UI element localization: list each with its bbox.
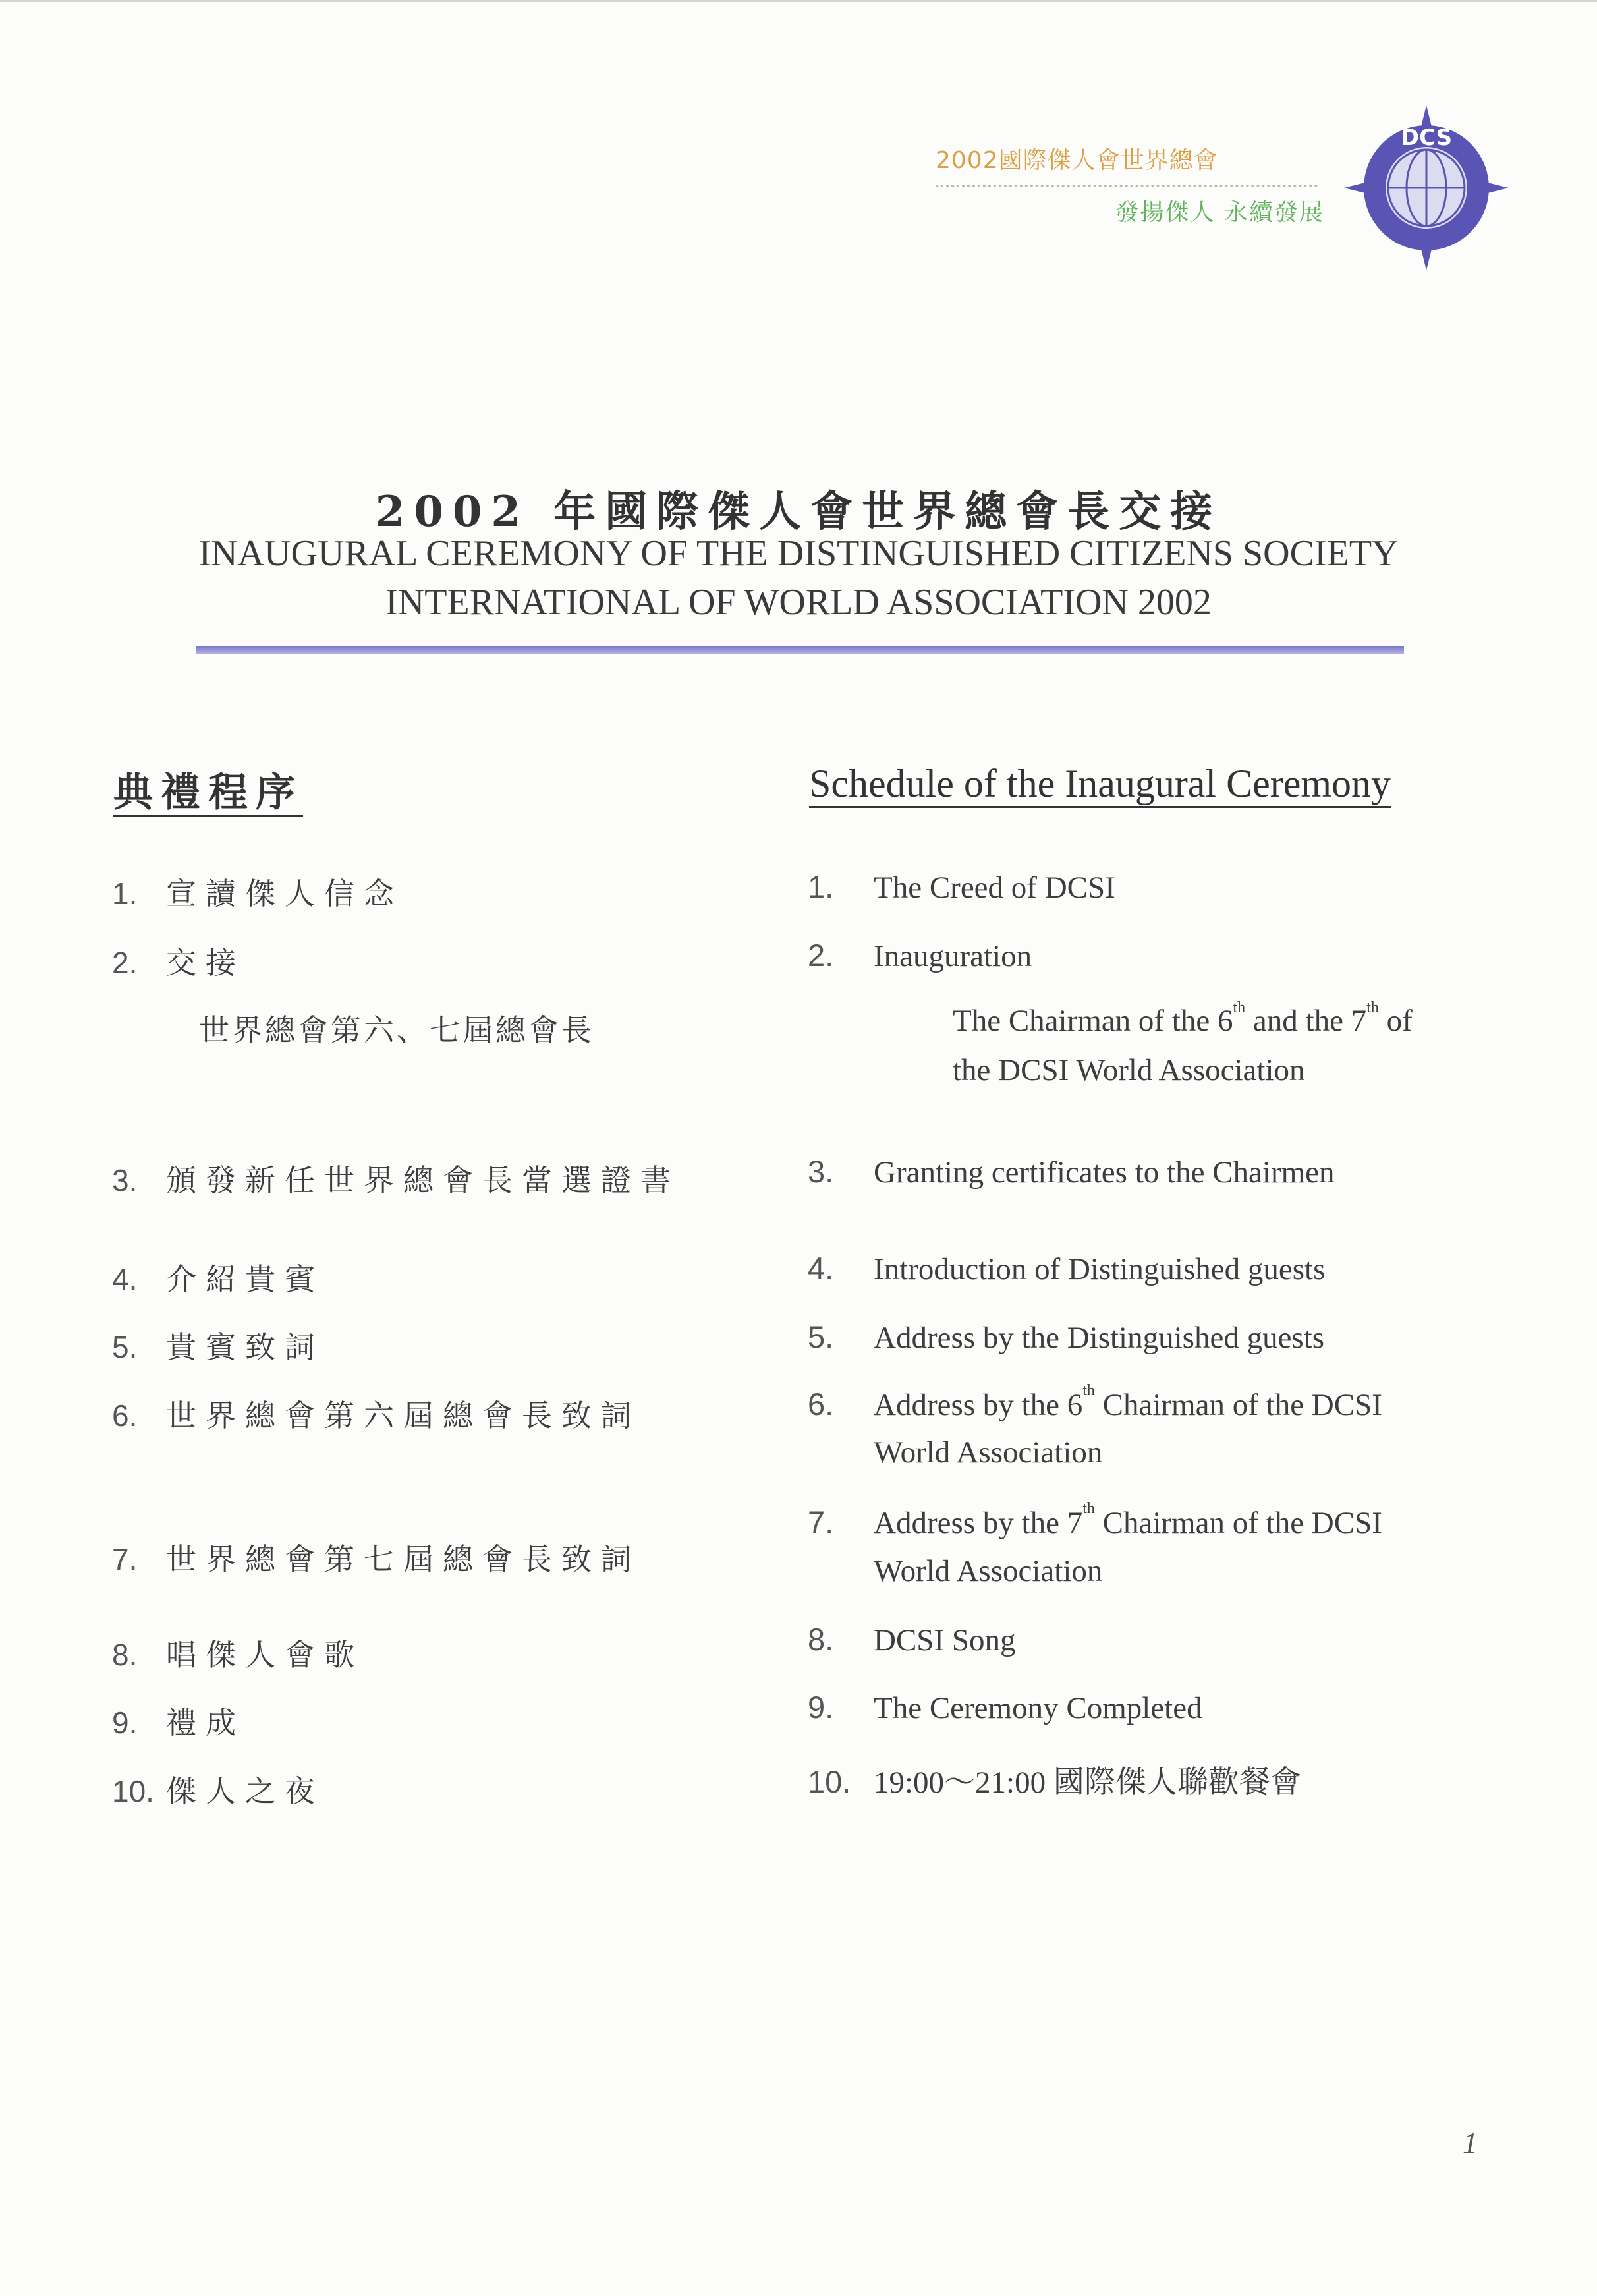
cn-list-item: 10. 傑人之夜 [112,1773,324,1809]
title-english-line-2: INTERNATIONAL OF WORLD ASSOCIATION 2002 [385,582,1212,623]
cn-list-item: 3. 頒發新任世界總會長當選證書 [112,1162,680,1198]
en-list-item: 9. The Ceremony Completed [808,1690,1202,1725]
en-list-item: 2. Inauguration [808,938,1032,973]
cn-list-item: 5. 貴賓致詞 [112,1329,324,1365]
title-english-line-1: INAUGURAL CEREMONY OF THE DISTINGUISHED CITIZENS SOCIETY [198,533,1399,574]
cn-list-item: 7. 世界總會第七屆總會長致詞 [112,1541,640,1577]
en-list-item: 10. 19:00～21:00 國際傑人聯歡餐會 [808,1764,1301,1800]
en-list-item: 5. Address by the Distinguished guests [808,1319,1325,1355]
en-list-item: 1. The Creed of DCSI [808,869,1115,905]
en-list-item-continuation: World Association [874,1554,1103,1588]
schedule-heading-chinese: 典禮程序 [113,770,303,816]
top-border [0,0,1597,2]
title-divider [196,646,1404,654]
en-list-item-continuation: World Association [874,1435,1103,1470]
en-list-item: 6. Address by the 6th Chairman of the DCSI [808,1382,1382,1422]
en-list-item: 8. DCSI Song [808,1622,1016,1657]
cn-list-item: 6. 世界總會第六屆總會長致詞 [112,1398,640,1433]
en-list-subitem-line-1: The Chairman of the 6th and the 7th of [953,999,1413,1038]
title-chinese: 2002 年國際傑人會世界總會長交接 [375,487,1222,536]
dcs-logo-icon [1344,105,1509,270]
logo-text: DCS [1400,125,1453,151]
cn-list-item: 9. 禮成 [112,1705,245,1740]
cn-list-item: 8. 唱傑人會歌 [112,1637,364,1673]
en-list-item: 7. Address by the 7th Chairman of the DCSI [808,1500,1382,1540]
brand-line-2: 發揚傑人 永續發展 [1115,199,1324,226]
brand-line-1: 2002國際傑人會世界總會 [936,147,1218,174]
cn-list-item: 4. 介紹貴賓 [112,1261,324,1297]
en-list-item: 3. Granting certificates to the Chairmen [808,1154,1335,1190]
page-number: 1 [1463,2126,1478,2160]
cn-list-item: 2. 交接 [112,945,245,981]
schedule-heading-english: Schedule of the Inaugural Ceremony [809,762,1391,805]
en-list-item: 4. Introduction of Distinguished guests [808,1251,1326,1286]
en-list-subitem-line-2: the DCSI World Association [953,1053,1305,1087]
brand-divider [936,185,1318,187]
cn-list-item: 1. 宣讀傑人信念 [112,876,403,911]
brand-header [936,142,1331,227]
cn-list-subitem: 世界總會第六、七屆總會長 [199,1012,594,1048]
